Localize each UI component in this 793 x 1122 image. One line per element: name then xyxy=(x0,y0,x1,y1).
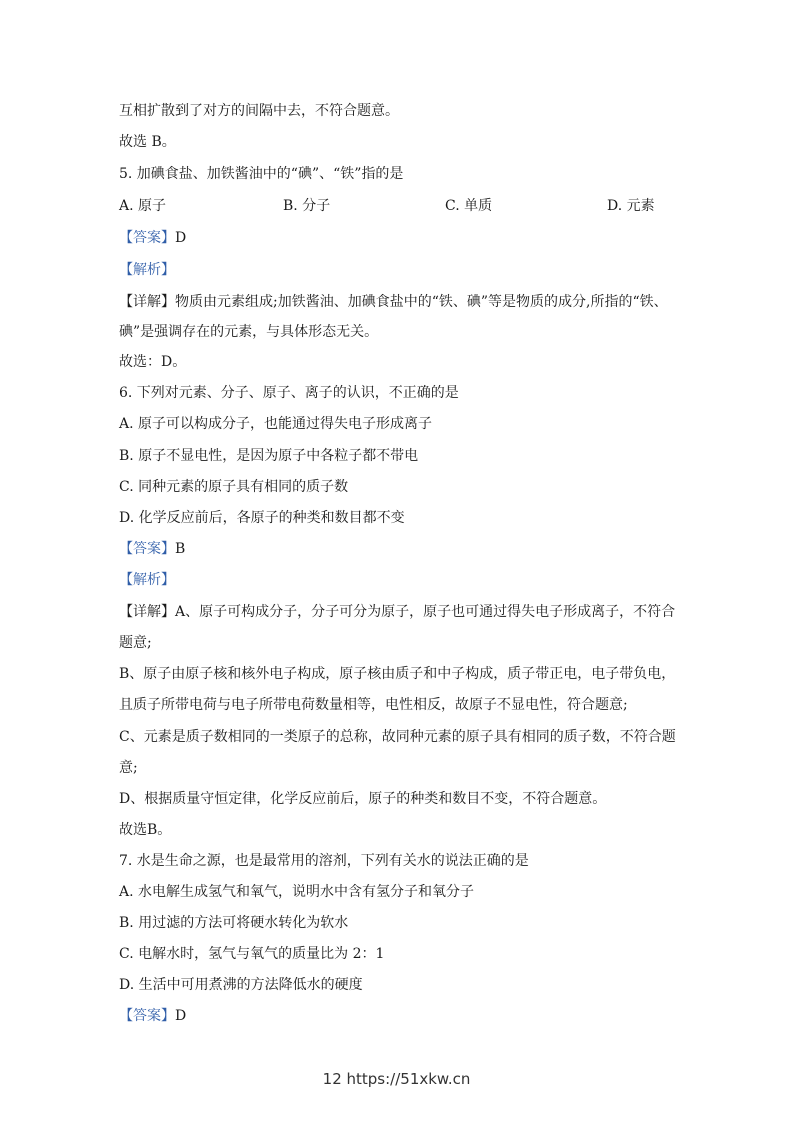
question-7-stem: 7. 水是生命之源，也是最常用的溶剂，下列有关水的说法正确的是 xyxy=(119,853,529,869)
question-5-options xyxy=(119,196,693,216)
question-6-option-c: C. 同种元素的原子具有相同的质子数 xyxy=(119,479,349,495)
detail-tag: 【详解】 xyxy=(119,604,175,620)
page-footer: 12 https://51xkw.cn xyxy=(322,1070,471,1088)
answer-value: D xyxy=(175,230,187,246)
option-c: C. 单质 xyxy=(445,198,493,214)
detail-text-line: B、原子由原子核和核外电子构成，原子核由质子和中子构成，质子带正电，电子带负电， xyxy=(119,666,676,682)
analysis-tag: 【解析】 xyxy=(119,572,175,588)
question-5-stem: 5. 加碘食盐、加铁酱油中的“碘”、“铁”指的是 xyxy=(119,166,404,182)
answer-choice-line: 故选 B。 xyxy=(119,134,176,150)
detail-text: 物质由元素组成;加铁酱油、加碘食盐中的“铁、碘”等是物质的成分,所指的“铁、 xyxy=(175,294,668,310)
question-5-answer xyxy=(119,228,693,248)
option-d: D. 元素 xyxy=(607,198,655,214)
answer-tag: 【答案】 xyxy=(119,1008,175,1024)
option-b: B. 分子 xyxy=(283,198,331,214)
answer-choice-line: 故选B。 xyxy=(119,822,172,838)
question-7-option-a: A. 水电解生成氢气和氧气，说明水中含有氢分子和氧分子 xyxy=(119,884,475,900)
question-7-answer xyxy=(119,1006,693,1026)
detail-text-line: 意; xyxy=(119,760,138,776)
question-7-option-c: C. 电解水时，氢气与氧气的质量比为 2：1 xyxy=(119,946,385,962)
question-6-option-b: B. 原子不显电性，是因为原子中各粒子都不带电 xyxy=(119,448,419,464)
detail-text-line: 题意; xyxy=(119,635,152,651)
question-6-detail xyxy=(119,602,693,622)
detail-tag: 【详解】 xyxy=(119,294,175,310)
question-7-option-d: D. 生活中可用煮沸的方法降低水的硬度 xyxy=(119,977,363,993)
detail-text-line: D、根据质量守恒定律，化学反应前后，原子的种类和数目不变，不符合题意。 xyxy=(119,791,607,807)
question-6-option-d: D. 化学反应前后，各原子的种类和数目都不变 xyxy=(119,510,405,526)
detail-text-line: 碘”是强调存在的元素，与具体形态无关。 xyxy=(119,324,379,340)
question-7-option-b: B. 用过滤的方法可将硬水转化为软水 xyxy=(119,915,349,931)
question-6-answer xyxy=(119,539,693,559)
answer-value: D xyxy=(175,1008,187,1024)
option-a: A. 原子 xyxy=(119,198,167,214)
detail-text: A、原子可构成分子，分子可分为原子，原子也可通过得失电子形成离子，不符合 xyxy=(175,604,676,620)
answer-tag: 【答案】 xyxy=(119,541,175,557)
answer-value: B xyxy=(175,541,186,557)
question-6-stem: 6. 下列对元素、分子、原子、离子的认识，不正确的是 xyxy=(119,385,459,401)
text-line: 互相扩散到了对方的间隔中去，不符合题意。 xyxy=(119,103,399,119)
question-6-option-a: A. 原子可以构成分子，也能通过得失电子形成离子 xyxy=(119,416,433,432)
question-5-detail xyxy=(119,292,693,312)
answer-choice-line: 故选：D。 xyxy=(119,354,187,370)
detail-text-line: C、元素是质子数相同的一类原子的总称，故同种元素的原子具有相同的质子数，不符合题 xyxy=(119,729,676,745)
analysis-tag: 【解析】 xyxy=(119,262,175,278)
answer-tag: 【答案】 xyxy=(119,230,175,246)
detail-text-line: 且质子所带电荷与电子所带电荷数量相等，电性相反，故原子不显电性，符合题意; xyxy=(119,697,628,713)
